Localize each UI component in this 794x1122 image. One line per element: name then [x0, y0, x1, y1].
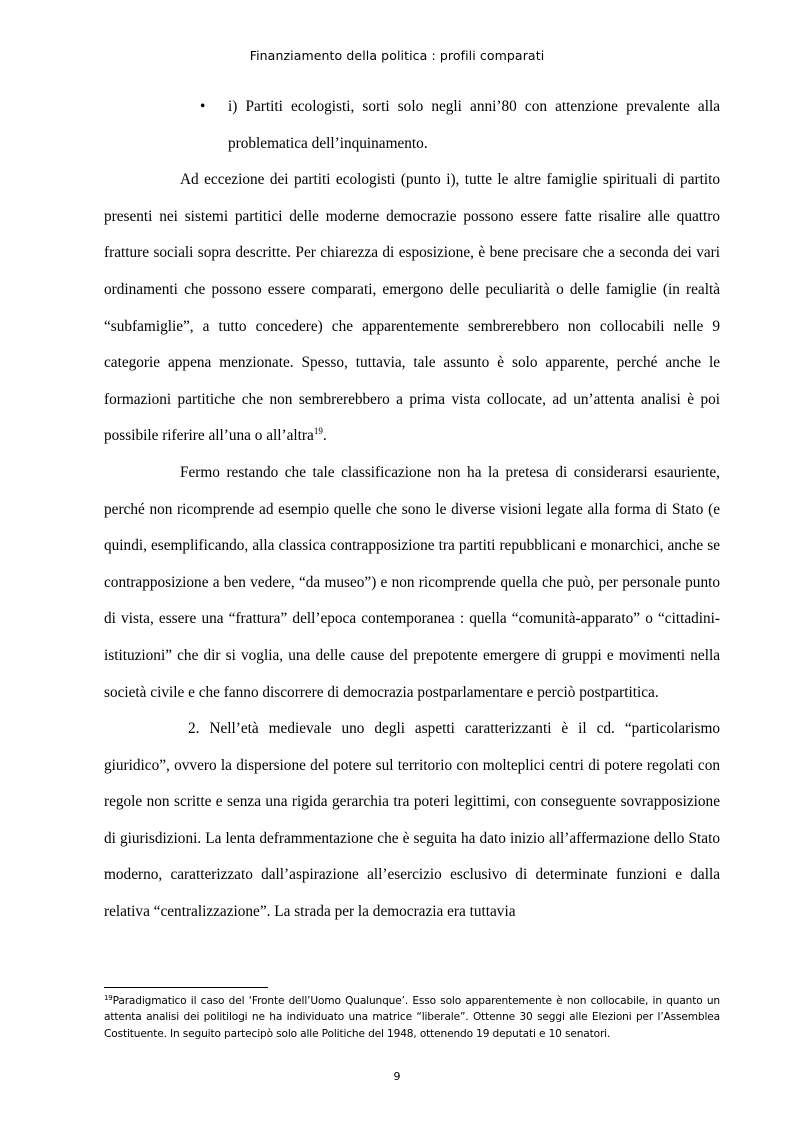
running-header: Finanziamento della politica : profili comparati	[249, 48, 545, 63]
paragraph-eta-medievale	[104, 711, 720, 931]
paragraph-famiglie-spirituali	[104, 162, 720, 455]
bullet-item-ecologisti	[104, 89, 720, 162]
bullet-icon: •	[200, 98, 206, 115]
paragraph-end: .	[322, 427, 327, 445]
footnote-text: Paradigmatico il caso del ‘Fronte dell’Uomo Qualunque’. Esso solo apparentemente è non collocabile, in quanto un attenta analisi dei politilogi ne ha individuato una matrice “liberale”. Ottenne 30 seggi alle Elezioni per l’Assemblea Costituente. In seguito partecipò solo alle Politiche del 1948, ottenendo 19 deputati e 10 senatori.	[104, 995, 720, 1040]
footnote-divider	[104, 987, 268, 988]
paragraph-text: Fermo restando che tale classificazione non ha la pretesa di considerarsi esauriente, perché non ricomprende ad esempio quelle che sono le diverse visioni legate alla forma di Stato (e quindi, esemplificando, alla classica contrapposizione tra partiti repubblicani e monarchici, anche se contrapposizione a ben vedere, “da museo”) e non ricomprende quella che può, per personale punto di vista, essere una “frattura” dell’epoca contemporanea : quella “comunità-apparato” o “cittadini-istituzioni” che dir si voglia, una delle cause del prepotente emergere di gruppi e movimenti nella società civile e che fanno discorrere di democrazia postparlamentare e perciò postpartitica.	[104, 463, 720, 701]
footnote-19	[104, 993, 720, 1042]
page-number: 9	[393, 1070, 401, 1083]
paragraph-classificazione	[104, 455, 720, 711]
paragraph-text: 2. Nell’età medievale uno degli aspetti caratterizzanti è il cd. “particolarismo giuridico”, ovvero la dispersione del potere sul territorio con molteplici centri di potere regolati con regole non scritte e senza una rigida gerarchia tra poteri legittimi, con conseguente sovrapposizione di giurisdizioni. La lenta deframmentazione che è seguita ha dato inizio all’affermazione dello Stato moderno, caratterizzato dall’aspirazione all’esercizio esclusivo di determinate funzioni e dalla relativa “centralizzazione”. La strada per la democrazia era tuttavia	[104, 720, 720, 921]
paragraph-text: Ad eccezione dei partiti ecologisti (punto i), tutte le altre famiglie spirituali di partito presenti nei sistemi partitici delle moderne democrazie possono essere fatte risalire alle quattro fratture sociali sopra descritte. Per chiarezza di esposizione, è bene precisare che a seconda dei vari ordinamenti che possono essere comparati, emergono delle peculiarità o delle famiglie (in realtà “subfamiglie”, a tutto concedere) che apparentemente sembrerebbero non collocabili nelle 9 categorie appena menzionate. Spesso, tuttavia, tale assunto è solo apparente, perché anche le formazioni partitiche che non sembrerebbero a prima vista collocate, ad un’attenta analisi è poi possibile riferire all’una o all’altra	[104, 171, 720, 445]
footnote-number: 19	[104, 994, 113, 1002]
body-text	[104, 89, 720, 931]
footnote-reference[interactable]: 19	[313, 426, 323, 437]
bullet-text: i) Partiti ecologisti, sorti solo negli anni’80 con attenzione prevalente alla problematica dell’inquinamento.	[228, 98, 720, 152]
